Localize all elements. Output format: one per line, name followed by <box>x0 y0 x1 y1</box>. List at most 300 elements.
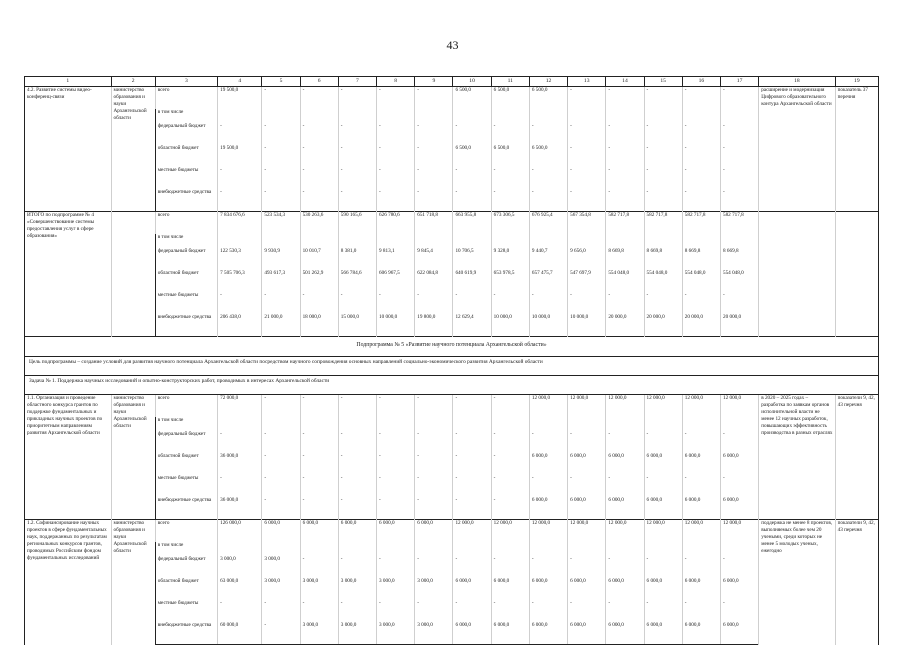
amount-cell: - <box>568 87 606 110</box>
amount-cell: - <box>491 167 529 189</box>
amount-cell <box>218 417 262 431</box>
amount-cell: - <box>568 189 606 212</box>
amount-cell: - <box>338 87 376 110</box>
amount-cell: 6 000,0 <box>491 622 529 645</box>
amount-cell: - <box>529 189 567 212</box>
amount-cell <box>720 417 758 431</box>
funding-source: всего <box>155 395 217 418</box>
amount-cell: - <box>377 167 415 189</box>
responsible-executor: министерство образования и науки Архангельской области <box>111 87 155 212</box>
amount-cell: - <box>491 395 529 418</box>
column-header: 7 <box>338 77 376 87</box>
column-header: 10 <box>453 77 491 87</box>
amount-cell: - <box>300 600 338 622</box>
amount-cell: - <box>415 123 453 145</box>
amount-cell: 501 262,9 <box>300 270 338 292</box>
amount-cell: 12 000,0 <box>606 395 644 418</box>
funding-source: федеральный бюджет <box>155 248 217 270</box>
amount-cell <box>300 417 338 431</box>
amount-cell: - <box>682 145 720 167</box>
amount-cell: 582 717,8 <box>720 212 758 235</box>
amount-cell: - <box>377 431 415 453</box>
column-header: 1 <box>25 77 112 87</box>
amount-cell: - <box>568 123 606 145</box>
amount-cell: - <box>300 189 338 212</box>
amount-cell: - <box>338 167 376 189</box>
amount-cell: 6 500,0 <box>529 145 567 167</box>
amount-cell: 3 000,0 <box>377 578 415 600</box>
amount-cell: - <box>529 600 567 622</box>
amount-cell: 10 706,5 <box>453 248 491 270</box>
amount-cell: - <box>644 556 682 578</box>
amount-cell: 12 000,0 <box>682 395 720 418</box>
column-header: 13 <box>568 77 606 87</box>
amount-cell: - <box>338 395 376 418</box>
amount-cell: - <box>453 556 491 578</box>
amount-cell: 3 000,0 <box>300 578 338 600</box>
amount-cell: - <box>300 556 338 578</box>
column-header: 4 <box>218 77 262 87</box>
program-table <box>24 76 879 645</box>
funding-source: внебюджетные средства <box>155 314 217 337</box>
amount-cell <box>568 542 606 556</box>
funding-source: местные бюджеты <box>155 600 217 622</box>
amount-cell: - <box>338 556 376 578</box>
amount-cell: - <box>338 123 376 145</box>
amount-cell: 206 438,0 <box>218 314 262 337</box>
amount-cell <box>529 109 567 123</box>
funding-source: федеральный бюджет <box>155 431 217 453</box>
expected-result: в 2020 – 2025 годах – разработка по заявкам органов исполнительной власти не менее 12 научных разработок, повышающих эффективность производства в разных отраслях <box>759 395 835 520</box>
amount-cell: 530 263,6 <box>300 212 338 235</box>
amount-cell <box>338 234 376 248</box>
column-header: 2 <box>111 77 155 87</box>
amount-cell: 6 000,0 <box>720 497 758 520</box>
amount-cell <box>529 542 567 556</box>
amount-cell: 566 784,6 <box>338 270 376 292</box>
column-header: 6 <box>300 77 338 87</box>
amount-cell: - <box>453 123 491 145</box>
amount-cell: 15 000,0 <box>338 314 376 337</box>
amount-cell: - <box>338 431 376 453</box>
amount-cell: - <box>415 189 453 212</box>
amount-cell: 36 000,0 <box>218 453 262 475</box>
subprogram-goal: Цель подпрограммы – создание условий для развития научного потенциала Архангельской области посредством научного сопровождения основных направлений социально-экономического развития Архангельской области <box>25 357 879 376</box>
task-title: Задача № 1. Поддержка научных исследований и опытно-конструкторских работ, проводимых в интересах Архангельской области <box>25 376 879 395</box>
amount-cell: - <box>415 475 453 497</box>
amount-cell: - <box>218 123 262 145</box>
amount-cell: - <box>606 556 644 578</box>
amount-cell <box>262 109 300 123</box>
column-header: 18 <box>759 77 835 87</box>
responsible-executor <box>111 212 155 337</box>
amount-cell <box>453 542 491 556</box>
amount-cell: 6 000,0 <box>644 578 682 600</box>
amount-cell: - <box>491 497 529 520</box>
amount-cell: - <box>453 431 491 453</box>
amount-cell: - <box>720 189 758 212</box>
amount-cell: 12 000,0 <box>529 520 567 543</box>
amount-cell <box>606 109 644 123</box>
funding-source: всего <box>155 87 217 110</box>
amount-cell: - <box>606 292 644 314</box>
amount-cell: 523 534,3 <box>262 212 300 235</box>
funding-source: областной бюджет <box>155 578 217 600</box>
amount-cell: 6 000,0 <box>529 453 567 475</box>
amount-cell: 12 000,0 <box>491 520 529 543</box>
amount-cell <box>338 542 376 556</box>
amount-cell: - <box>415 145 453 167</box>
amount-cell: - <box>682 431 720 453</box>
amount-cell: 12 000,0 <box>453 520 491 543</box>
funding-source: местные бюджеты <box>155 292 217 314</box>
amount-cell: 6 000,0 <box>491 578 529 600</box>
responsible-executor: министерство образования и науки Архангельской области <box>111 395 155 520</box>
amount-cell: 6 000,0 <box>644 453 682 475</box>
amount-cell <box>453 417 491 431</box>
amount-cell: 6 500,0 <box>491 145 529 167</box>
amount-cell: - <box>568 167 606 189</box>
amount-cell: 9 930,9 <box>262 248 300 270</box>
amount-cell: 7 834 676,6 <box>218 212 262 235</box>
funding-source: федеральный бюджет <box>155 123 217 145</box>
amount-cell: - <box>720 600 758 622</box>
amount-cell: - <box>300 292 338 314</box>
amount-cell <box>644 109 682 123</box>
amount-cell <box>491 542 529 556</box>
amount-cell: - <box>262 497 300 520</box>
amount-cell: - <box>529 556 567 578</box>
amount-cell: - <box>377 189 415 212</box>
amount-cell: 493 617,3 <box>262 270 300 292</box>
amount-cell: - <box>300 431 338 453</box>
amount-cell: 3 000,0 <box>218 556 262 578</box>
amount-cell: - <box>415 292 453 314</box>
amount-cell: 6 000,0 <box>606 578 644 600</box>
amount-cell: - <box>415 600 453 622</box>
column-header: 15 <box>644 77 682 87</box>
amount-cell: 10 000,0 <box>491 314 529 337</box>
indicator-reference: показатели 9, 42, 43 перечня <box>835 395 878 520</box>
measure-name: 1.2. Софинансирование научных проектов в сфере фундаментальных наук, поддержанных по результатам региональных конкурсов грантов, проводимых Российским фондом фундаментальных исследований <box>25 520 112 645</box>
amount-cell <box>262 234 300 248</box>
funding-source: областной бюджет <box>155 270 217 292</box>
amount-cell: - <box>606 167 644 189</box>
column-header: 5 <box>262 77 300 87</box>
amount-cell: - <box>218 431 262 453</box>
amount-cell: - <box>568 292 606 314</box>
amount-cell: 7 505 706,3 <box>218 270 262 292</box>
amount-cell: 6 000,0 <box>644 497 682 520</box>
amount-cell: - <box>377 497 415 520</box>
amount-cell: 122 530,3 <box>218 248 262 270</box>
funding-source: местные бюджеты <box>155 167 217 189</box>
amount-cell: - <box>644 475 682 497</box>
amount-cell <box>720 234 758 248</box>
amount-cell: - <box>453 453 491 475</box>
amount-cell: 6 000,0 <box>453 578 491 600</box>
amount-cell: 663 955,8 <box>453 212 491 235</box>
amount-cell: 3 000,0 <box>338 578 376 600</box>
amount-cell: - <box>377 600 415 622</box>
amount-cell: - <box>338 497 376 520</box>
amount-cell: 6 000,0 <box>720 578 758 600</box>
amount-cell: 10 010,7 <box>300 248 338 270</box>
funding-source: в том числе <box>155 109 217 123</box>
column-header: 3 <box>155 77 217 87</box>
amount-cell: - <box>529 292 567 314</box>
amount-cell: 676 925,4 <box>529 212 567 235</box>
amount-cell: - <box>377 395 415 418</box>
measure-name: 4.2. Развитие системы видео-конференц-связи <box>25 87 112 212</box>
funding-source: всего <box>155 520 217 543</box>
amount-cell <box>338 109 376 123</box>
amount-cell <box>529 417 567 431</box>
amount-cell: - <box>644 189 682 212</box>
amount-cell: 12 629,4 <box>453 314 491 337</box>
table-row <box>25 337 879 357</box>
amount-cell: - <box>568 556 606 578</box>
amount-cell <box>568 417 606 431</box>
amount-cell: 6 000,0 <box>720 453 758 475</box>
amount-cell: - <box>377 292 415 314</box>
funding-source: местные бюджеты <box>155 475 217 497</box>
amount-cell: - <box>644 87 682 110</box>
amount-cell: - <box>300 87 338 110</box>
amount-cell <box>644 542 682 556</box>
amount-cell: - <box>682 189 720 212</box>
amount-cell: - <box>453 189 491 212</box>
column-header: 14 <box>606 77 644 87</box>
amount-cell: - <box>529 123 567 145</box>
amount-cell: 6 000,0 <box>529 578 567 600</box>
amount-cell <box>682 542 720 556</box>
amount-cell: - <box>453 600 491 622</box>
amount-cell: - <box>377 123 415 145</box>
expected-result <box>759 212 835 337</box>
page-number: 43 <box>446 38 459 52</box>
amount-cell <box>377 109 415 123</box>
funding-source: федеральный бюджет <box>155 556 217 578</box>
amount-cell <box>377 234 415 248</box>
amount-cell: 63 000,0 <box>218 578 262 600</box>
amount-cell: 640 619,9 <box>453 270 491 292</box>
amount-cell: 554 048,0 <box>682 270 720 292</box>
amount-cell: - <box>682 475 720 497</box>
amount-cell: - <box>453 292 491 314</box>
amount-cell: - <box>300 475 338 497</box>
amount-cell: - <box>300 167 338 189</box>
amount-cell: 582 717,8 <box>606 212 644 235</box>
amount-cell <box>338 417 376 431</box>
amount-cell: - <box>568 431 606 453</box>
amount-cell: - <box>300 123 338 145</box>
funding-source: внебюджетные средства <box>155 622 217 645</box>
amount-cell: 6 000,0 <box>682 497 720 520</box>
amount-cell: - <box>262 600 300 622</box>
amount-cell <box>682 417 720 431</box>
amount-cell: 657 475,7 <box>529 270 567 292</box>
amount-cell: 20 000,0 <box>644 314 682 337</box>
amount-cell: - <box>262 87 300 110</box>
amount-cell: 12 000,0 <box>720 395 758 418</box>
amount-cell: 582 717,8 <box>644 212 682 235</box>
amount-cell <box>300 234 338 248</box>
amount-cell: 6 000,0 <box>529 497 567 520</box>
amount-cell <box>644 417 682 431</box>
amount-cell: - <box>415 453 453 475</box>
amount-cell: - <box>262 395 300 418</box>
column-header: 19 <box>835 77 878 87</box>
amount-cell: - <box>606 189 644 212</box>
table-row <box>25 520 879 543</box>
amount-cell <box>300 109 338 123</box>
amount-cell: 10 000,0 <box>529 314 567 337</box>
table-row <box>25 357 879 376</box>
amount-cell: - <box>491 475 529 497</box>
amount-cell: 6 000,0 <box>682 622 720 645</box>
amount-cell: - <box>338 475 376 497</box>
amount-cell: 8 669,8 <box>644 248 682 270</box>
amount-cell: 6 000,0 <box>377 520 415 543</box>
amount-cell: - <box>682 87 720 110</box>
amount-cell: 12 000,0 <box>682 520 720 543</box>
amount-cell: - <box>300 497 338 520</box>
amount-cell: - <box>300 145 338 167</box>
table-row <box>25 87 879 110</box>
column-header: 17 <box>720 77 758 87</box>
amount-cell: - <box>262 475 300 497</box>
amount-cell: 653 978,5 <box>491 270 529 292</box>
amount-cell: - <box>491 292 529 314</box>
amount-cell <box>218 234 262 248</box>
amount-cell: - <box>720 123 758 145</box>
amount-cell: 10 000,0 <box>568 314 606 337</box>
amount-cell: - <box>606 145 644 167</box>
measure-name: ИТОГО по подпрограмме № 4 «Совершенствование системы предоставления услуг в сфере образования» <box>25 212 112 337</box>
amount-cell: - <box>720 292 758 314</box>
amount-cell: 12 000,0 <box>606 520 644 543</box>
amount-cell: 3 000,0 <box>377 622 415 645</box>
amount-cell: 12 000,0 <box>720 520 758 543</box>
amount-cell: 9 328,0 <box>491 248 529 270</box>
amount-cell: - <box>453 475 491 497</box>
amount-cell: 19 500,0 <box>218 87 262 110</box>
amount-cell: - <box>377 145 415 167</box>
amount-cell <box>491 234 529 248</box>
amount-cell: 6 000,0 <box>644 622 682 645</box>
amount-cell <box>606 542 644 556</box>
amount-cell: - <box>338 189 376 212</box>
measure-name: 1.1. Организация и проведение областного конкурса грантов по поддержке фундаментальных и прикладных научных проектов по приоритетным направлениям развития Архангельской области <box>25 395 112 520</box>
amount-cell: - <box>720 87 758 110</box>
funding-source: областной бюджет <box>155 145 217 167</box>
amount-cell <box>720 542 758 556</box>
amount-cell <box>491 417 529 431</box>
amount-cell <box>300 542 338 556</box>
amount-cell: - <box>377 453 415 475</box>
amount-cell: 567 354,8 <box>568 212 606 235</box>
amount-cell: 6 000,0 <box>568 622 606 645</box>
amount-cell: - <box>262 167 300 189</box>
amount-cell: 12 000,0 <box>568 395 606 418</box>
amount-cell <box>415 109 453 123</box>
amount-cell: 12 000,0 <box>644 395 682 418</box>
amount-cell: - <box>720 556 758 578</box>
amount-cell: - <box>218 292 262 314</box>
amount-cell <box>415 417 453 431</box>
amount-cell: 622 084,8 <box>415 270 453 292</box>
amount-cell: - <box>682 600 720 622</box>
amount-cell: 554 048,0 <box>720 270 758 292</box>
amount-cell: 10 000,0 <box>377 314 415 337</box>
amount-cell: - <box>415 395 453 418</box>
amount-cell: - <box>491 189 529 212</box>
amount-cell <box>606 417 644 431</box>
amount-cell: 9 845,4 <box>415 248 453 270</box>
amount-cell: 19 500,0 <box>218 145 262 167</box>
amount-cell: - <box>218 600 262 622</box>
amount-cell: - <box>606 475 644 497</box>
amount-cell: - <box>377 87 415 110</box>
amount-cell: - <box>262 453 300 475</box>
amount-cell <box>682 109 720 123</box>
amount-cell: - <box>644 292 682 314</box>
amount-cell: - <box>415 556 453 578</box>
amount-cell: 6 000,0 <box>568 453 606 475</box>
table-body <box>25 87 879 645</box>
amount-cell: 606 967,5 <box>377 270 415 292</box>
amount-cell: 3 000,0 <box>262 556 300 578</box>
amount-cell: 126 000,0 <box>218 520 262 543</box>
indicator-reference: показатель 37 перечня <box>835 87 878 212</box>
amount-cell: - <box>415 431 453 453</box>
amount-cell: 582 717,8 <box>682 212 720 235</box>
amount-cell: 6 000,0 <box>262 520 300 543</box>
amount-cell: 6 000,0 <box>682 453 720 475</box>
amount-cell: - <box>644 167 682 189</box>
amount-cell: - <box>606 87 644 110</box>
amount-cell: - <box>415 167 453 189</box>
amount-cell: 8 669,8 <box>720 248 758 270</box>
amount-cell: 6 000,0 <box>606 622 644 645</box>
amount-cell: - <box>720 167 758 189</box>
amount-cell: - <box>453 167 491 189</box>
amount-cell: - <box>720 431 758 453</box>
funding-source: всего <box>155 212 217 235</box>
column-header: 12 <box>529 77 567 87</box>
table-row <box>25 212 879 235</box>
amount-cell <box>262 542 300 556</box>
amount-cell <box>377 542 415 556</box>
amount-cell: - <box>218 475 262 497</box>
funding-source: внебюджетные средства <box>155 189 217 212</box>
amount-cell: - <box>453 395 491 418</box>
amount-cell: - <box>568 600 606 622</box>
amount-cell <box>529 234 567 248</box>
amount-cell <box>644 234 682 248</box>
amount-cell <box>377 417 415 431</box>
column-header: 9 <box>415 77 453 87</box>
amount-cell: 9 440,7 <box>529 248 567 270</box>
amount-cell: 547 697,9 <box>568 270 606 292</box>
amount-cell: 3 000,0 <box>300 622 338 645</box>
amount-cell <box>682 234 720 248</box>
amount-cell: 6 500,0 <box>453 145 491 167</box>
amount-cell: - <box>568 475 606 497</box>
amount-cell: - <box>262 145 300 167</box>
amount-cell: 19 800,0 <box>415 314 453 337</box>
